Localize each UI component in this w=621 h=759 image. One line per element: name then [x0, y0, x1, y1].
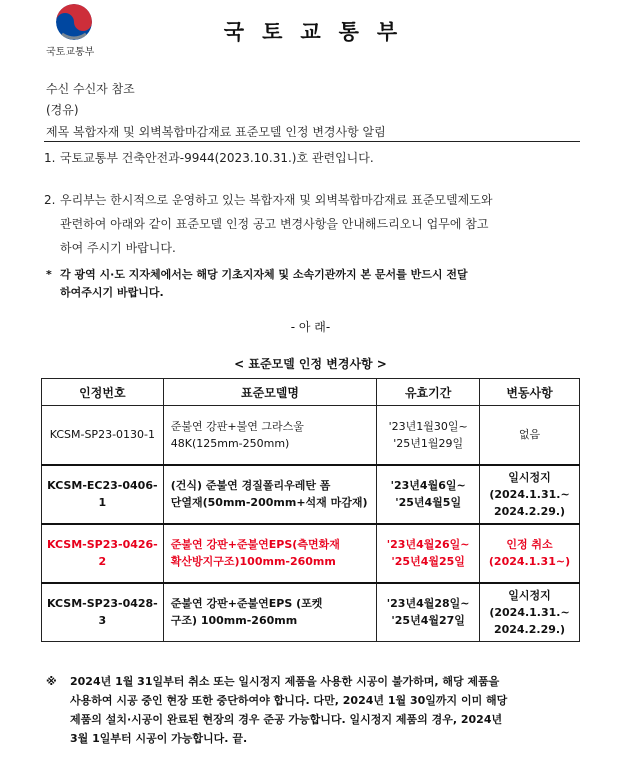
header-validity-period: 유효기간 [377, 379, 480, 406]
model-name: 준불연 강판+준불연EPS (포켓 구조) 100mm-260mm [163, 583, 377, 642]
paragraph-1-number: 1. [44, 151, 56, 165]
validity-period: '23년4월6일~ '25년4월5일 [377, 465, 480, 524]
ministry-title: 국토교통부 [223, 20, 416, 44]
footnote-line-3: 제품의 설치·시공이 완료된 현장의 경우 준공 가능합니다. 일시정지 제품의 경우, 2024년 [70, 713, 503, 726]
via-line: (경유) [46, 103, 79, 117]
subject-divider [44, 141, 580, 142]
footnote-line-4: 3월 1일부터 시공이 가능합니다. 끝. [70, 732, 248, 745]
below-heading: - 아 래- [290, 320, 331, 334]
table-row [42, 583, 580, 642]
notice-asterisk: * [46, 268, 52, 281]
paragraph-2-line-3: 하여 주시기 바랍니다. [60, 241, 176, 255]
table-row [42, 406, 580, 465]
footnote-line-2: 사용하여 시공 중인 현장 또한 중단하여야 합니다. 다만, 2024년 1월 30일까지 이미 해당 [70, 694, 508, 707]
table-title: < 표준모델 인정 변경사항 > [234, 357, 387, 371]
table-header-row [42, 379, 580, 406]
notice-line-1: 각 광역 시·도 지자체에서는 해당 기초지자체 및 소속기관까지 본 문서를 반드시 전달 [60, 268, 468, 281]
paragraph-2-line-1: 우리부는 한시적으로 운영하고 있는 복합자재 및 외벽복합마감재료 표준모델제도와 [60, 193, 493, 207]
change-status: 일시정지 (2024.1.31.~ 2024.2.29.) [480, 583, 580, 642]
validity-period: '23년4월26일~ '25년4월25일 [377, 524, 480, 583]
header-cert-number: 인정번호 [42, 379, 164, 406]
validity-period: '23년1월30일~ '25년1월29일 [377, 406, 480, 465]
cert-number: KCSM-SP23-0130-1 [42, 406, 164, 465]
change-status: 인정 취소 (2024.1.31~) [480, 524, 580, 583]
table-row [42, 465, 580, 524]
model-name: 준불연 강판+불연 그라스울 48K(125mm-250mm) [163, 406, 377, 465]
validity-period: '23년4월28일~ '25년4월27일 [377, 583, 480, 642]
paragraph-2-number: 2. [44, 193, 56, 207]
recipient-line: 수신 수신자 참조 [46, 82, 135, 96]
header-change: 변동사항 [480, 379, 580, 406]
cert-number: KCSM-SP23-0428-3 [42, 583, 164, 642]
distribution-notice [46, 266, 586, 302]
model-name: 준불연 강판+준불연EPS(측면화재 확산방지구조)100mm-260mm [163, 524, 377, 583]
paragraph-2-line-2: 관련하여 아래와 같이 표준모델 인정 공고 변경사항을 안내해드리오니 업무에 참고 [60, 217, 489, 231]
cert-number: KCSM-EC23-0406-1 [42, 465, 164, 524]
cert-number: KCSM-SP23-0426-2 [42, 524, 164, 583]
footnote-line-1: 2024년 1월 31일부터 취소 또는 일시정지 제품을 사용한 시공이 불가하며, 해당 제품을 [70, 675, 500, 688]
model-name: (건식) 준불연 경질폴리우레탄 폼 단열재(50mm-200mm+석재 마감재) [163, 465, 377, 524]
change-status: 없음 [480, 406, 580, 465]
paragraph-1-text: 국토교통부 건축안전과-9944(2023.10.31.)호 관련입니다. [60, 151, 374, 165]
footnote [46, 672, 576, 748]
paragraph-2 [44, 188, 584, 260]
standard-model-changes-table [41, 378, 580, 642]
table-row [42, 524, 580, 583]
paragraph-1 [44, 146, 584, 170]
notice-line-2: 하여주시기 바랍니다. [60, 286, 164, 299]
header-model-name: 표준모델명 [163, 379, 377, 406]
reference-mark: ※ [46, 675, 57, 688]
subject-line: 제목 복합자재 및 외벽복합마감재료 표준모델 인정 변경사항 알림 [46, 125, 386, 139]
change-status: 일시정지 (2024.1.31.~ 2024.2.29.) [480, 465, 580, 524]
logo-label: 국토교통부 [46, 47, 95, 58]
